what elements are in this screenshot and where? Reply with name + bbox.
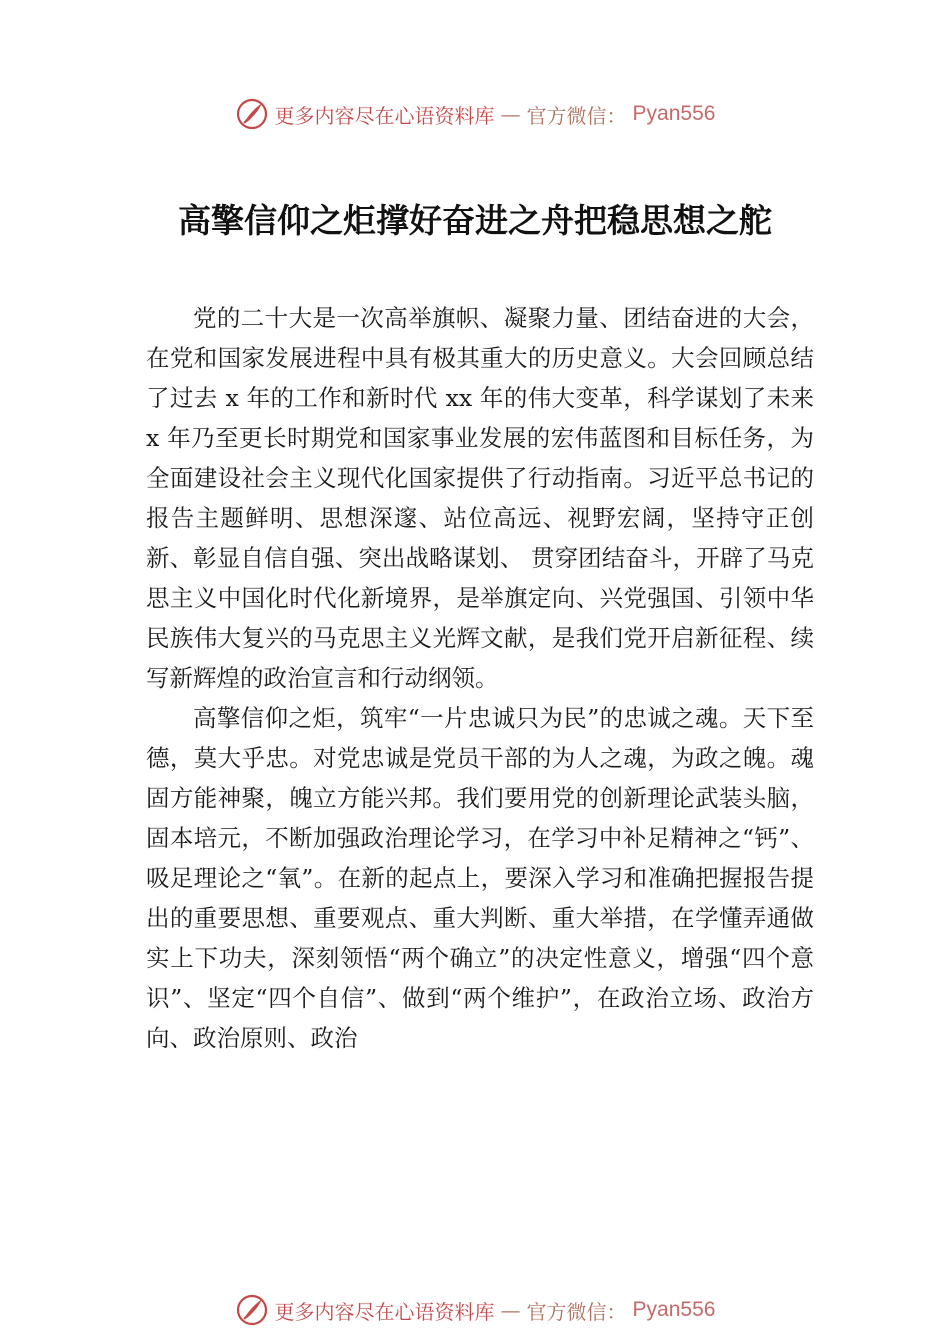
footer-watermark xyxy=(0,1290,950,1330)
header-watermark xyxy=(0,94,950,134)
quill-seal-icon xyxy=(235,1293,269,1327)
watermark-contact-id: Pyan556 xyxy=(632,102,716,125)
watermark-contact-label: 官方微信： xyxy=(526,103,627,128)
document-body xyxy=(146,298,814,1058)
watermark-contact-label: 官方微信： xyxy=(526,1299,627,1324)
quill-seal-icon xyxy=(235,97,269,131)
paragraph-1: 党的二十大是一次高举旗帜、凝聚力量、团结奋进的大会，在党和国家发展进程中具有极其重大的历史意义。大会回顾总结了过去 x 年的工作和新时代 xx 年的伟大变革，科学谋划了未来 x 年乃至更长时期党和国家事业发展的宏伟蓝图和目标任务，为全面建设社会主义现代化国家提供了行动指南。习近平总书记的报告主题鲜明、思想深邃、站位高远、视野宏阔，坚持守正创新、彰显自信自强、突出战略谋划、 贯穿团结奋斗，开辟了马克思主义中国化时代化新境界，是举旗定向、兴党强国、引领中华民族伟大复兴的马克思主义光辉文献，是我们党开启新征程、续写新辉煌的政治宣言和行动纲领。 xyxy=(146,304,814,692)
document-title: 高擎信仰之炬撑好奋进之舟把稳思想之舵 xyxy=(178,201,772,240)
watermark-separator: — xyxy=(500,102,521,126)
watermark-text: 更多内容尽在心语资料库 xyxy=(274,1299,495,1324)
paragraph-2: 高擎信仰之炬，筑牢“一片忠诚只为民”的忠诚之魂。天下至德，莫大乎忠。对党忠诚是党员干部的为人之魂，为政之魄。魂固方能神聚，魄立方能兴邦。我们要用党的创新理论武装头脑，固本培元，不断加强政治理论学习，在学习中补足精神之“钙”、吸足理论之“氧”。在新的起点上，要深入学习和准确把握报告提出的重要思想、重要观点、重大判断、重大举措，在学懂弄通做实上下功夫，深刻领悟“两个确立”的决定性意义，增强“四个意识”、坚定“四个自信”、做到“两个维护”，在政治立场、政治方向、政治原则、政治 xyxy=(146,704,814,1052)
watermark-text: 更多内容尽在心语资料库 xyxy=(274,103,495,128)
watermark-contact-id: Pyan556 xyxy=(632,1298,716,1321)
watermark-separator: — xyxy=(500,1298,521,1322)
